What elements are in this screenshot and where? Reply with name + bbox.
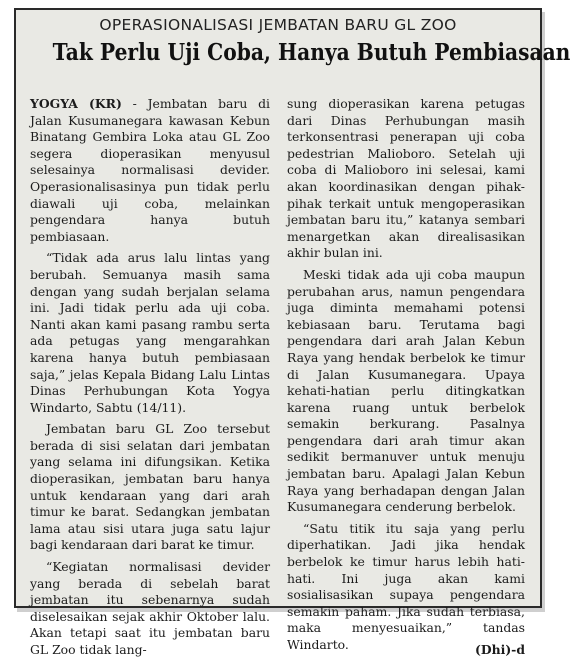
article-paragraph: “Kegiatan normalisasi devider yang berada di sebelah barat jembatan itu sebenarnya sudah diselesaikan sejak akhir Oktober lalu. Akan tetapi saat itu jembatan baru GL Zoo tidak lang- <box>30 559 270 657</box>
article-paragraph: sung dioperasikan karena petugas dari Dinas Perhubungan masih terkonsentrasi penerapan uji coba pedestrian Malioboro. Setelah uji coba di Malioboro ini selesai, kami akan koordinasikan dengan pihak-pihak terkait untuk mengoperasikan jembatan baru itu,” katanya sembari menargetkan akan direalisasikan akhir bulan ini. <box>287 96 525 261</box>
article-paragraph-text: - Jembatan baru di Jalan Kusumanegara kawasan Kebun Binatang Gembira Loka atau GL Zoo segera dioperasikan menyusul selesainya normalisasi devider. Operasionalisasinya pun tidak perlu diawali uji coba, melainkan pengendara hanya butuh pembiasaan. <box>30 96 270 244</box>
article-paragraph: “Satu titik itu saja yang perlu diperhatikan. Jadi jika hendak berbelok ke timur harus lebih hati-hati. Ini juga akan kami sosialisasikan supaya pengendara semakin paham. Jika sudah terbiasa, maka menyesuaikan,” tandas Windarto. <box>287 520 525 652</box>
article-column-right <box>287 96 525 658</box>
article-kicker: OPERASIONALISASI JEMBATAN BARU GL ZOO <box>99 16 457 34</box>
article-paragraph: “Tidak ada arus lalu lintas yang berubah. Semuanya masih sama dengan yang sudah berjalan selama ini. Jadi tidak perlu ada uji coba. Nanti akan kami pasang rambu serta ada petugas yang mengarahkan karena hanya butuh pembiasaan saja,” jelas Kepala Bidang Lalu Lintas Dinas Perhubungan Kota Yogya Windarto, Sabtu (14/11). <box>30 250 270 415</box>
article-column-left <box>30 96 270 664</box>
article-paragraph: Meski tidak ada uji coba maupun perubahan arus, namun pengendara juga diminta memahami potensi kebiasaan baru. Terutama bagi pengendara dari arah Jalan Kebun Raya yang hendak berbelok ke timur di Jalan Kusumanegara. Upaya kehati-hatian perlu ditingkatkan karena ruang untuk berbelok semakin berkurang. Pasalnya pengendara dari arah timur akan sedikit bermanuver untuk menuju jembatan baru. Apalagi Jalan Kebun Raya yang berhadapan dengan Jalan Kusumanegara cenderung berbelok. <box>287 266 525 515</box>
article-signature: (Dhi)-d <box>475 641 525 657</box>
article-dateline: YOGYA (KR) <box>30 96 122 111</box>
article-headline: Tak Perlu Uji Coba, Hanya Butuh Pembiasaan <box>52 38 570 66</box>
article-paragraph: Jembatan baru GL Zoo tersebut berada di sisi selatan dari jembatan yang selama ini difungsikan. Ketika dioperasikan, jembatan baru hanya untuk kendaraan yang dari arah timur ke barat. Sedangkan jembatan lama atau sisi utara juga satu lajur bagi kendaraan dari barat ke timur. <box>30 421 270 553</box>
newspaper-clipping <box>14 8 570 657</box>
article-paragraph <box>30 96 270 245</box>
